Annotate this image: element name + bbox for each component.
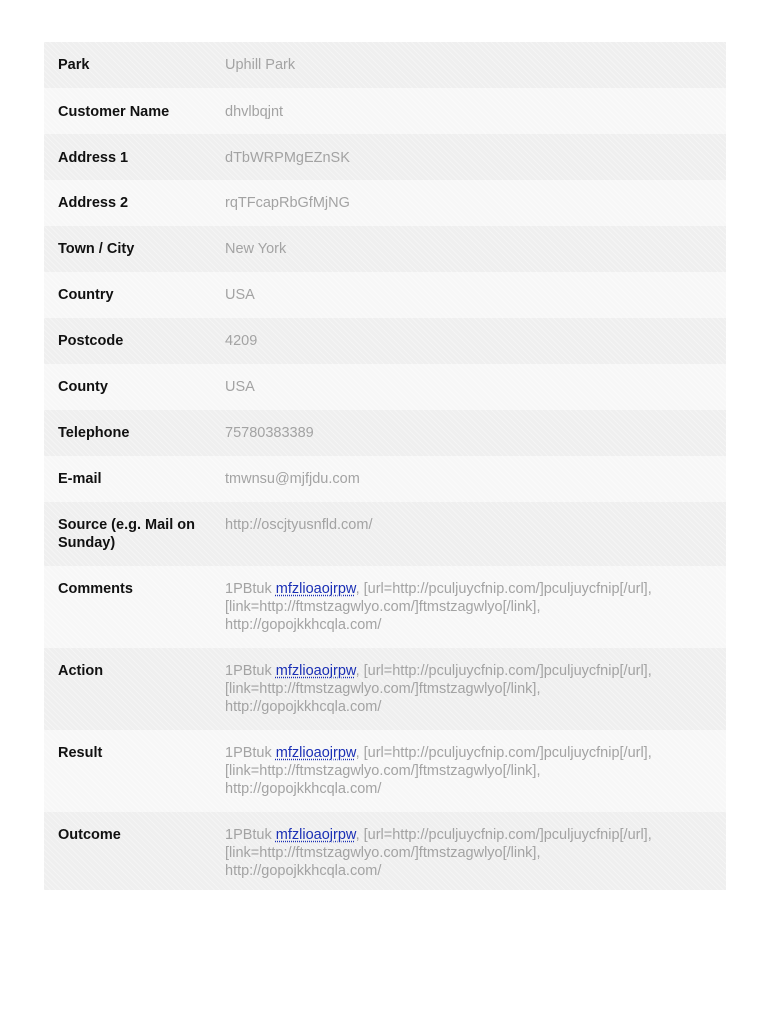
row-value: 4209 (225, 333, 258, 349)
value-text: http://gopojkkhcqla.com/ (225, 699, 382, 715)
table-row (44, 502, 726, 566)
table-row (44, 648, 726, 730)
row-label: Address 2 (58, 195, 129, 211)
row-value: New York (225, 241, 287, 257)
inline-link[interactable]: mfzlioaojrpw (275, 745, 356, 761)
table-row (44, 318, 726, 364)
table-row (44, 134, 726, 180)
row-label: Result (58, 745, 103, 761)
row-label: E-mail (58, 471, 102, 487)
table-row (44, 42, 726, 88)
value-text: [link=http://ftmstzagwlyo.com/]ftmstzagwlyo[/link], (225, 681, 541, 697)
row-label: Town / City (58, 241, 135, 257)
inline-link[interactable]: mfzlioaojrpw (275, 581, 356, 597)
value-text: , [url=http://pculjuycfnip.com/]pculjuycfnip[/url], (355, 827, 652, 843)
value-text: http://gopojkkhcqla.com/ (225, 617, 382, 633)
value-text: [link=http://ftmstzagwlyo.com/]ftmstzagwlyo[/link], (225, 763, 541, 779)
row-value: Uphill Park (225, 57, 296, 73)
row-value[interactable]: http://oscjtyusnfld.com/ (225, 517, 373, 533)
value-prefix: 1PBtuk (225, 827, 276, 843)
table-row (44, 364, 726, 410)
table-row (44, 566, 726, 648)
table-row (44, 730, 726, 812)
table-row (44, 812, 726, 890)
table-row (44, 456, 726, 502)
inline-link[interactable]: mfzlioaojrpw (275, 827, 356, 843)
table-row (44, 88, 726, 134)
row-value (225, 744, 726, 798)
row-value (225, 580, 726, 634)
value-text: , [url=http://pculjuycfnip.com/]pculjuycfnip[/url], (355, 663, 652, 679)
value-prefix: 1PBtuk (225, 663, 276, 679)
value-text: [link=http://ftmstzagwlyo.com/]ftmstzagwlyo[/link], (225, 845, 541, 861)
value-text: , [url=http://pculjuycfnip.com/]pculjuycfnip[/url], (355, 745, 652, 761)
row-label: Address 1 (58, 150, 129, 166)
row-label: County (58, 379, 108, 395)
inline-link[interactable]: mfzlioaojrpw (275, 663, 356, 679)
row-value (225, 826, 726, 880)
value-text: [link=http://ftmstzagwlyo.com/]ftmstzagwlyo[/link], (225, 599, 541, 615)
row-value: dTbWRPMgEZnSK (225, 150, 350, 166)
row-label: Action (58, 663, 104, 679)
row-value: dhvlbqjnt (225, 104, 284, 120)
value-text: http://gopojkkhcqla.com/ (225, 863, 382, 879)
table-row (44, 226, 726, 272)
value-prefix: 1PBtuk (225, 745, 276, 761)
row-label: Source (e.g. Mail on Sunday) (58, 517, 195, 551)
row-label: Park (58, 57, 90, 73)
row-value: USA (225, 379, 255, 395)
table-row (44, 410, 726, 456)
row-label: Country (58, 287, 114, 303)
details-table (44, 42, 726, 890)
value-text: , [url=http://pculjuycfnip.com/]pculjuycfnip[/url], (355, 581, 652, 597)
row-value: rqTFcapRbGfMjNG (225, 195, 350, 211)
row-value (225, 662, 726, 716)
row-label: Outcome (58, 827, 121, 843)
row-label: Customer Name (58, 104, 170, 120)
table-row (44, 272, 726, 318)
row-value: 75780383389 (225, 425, 314, 441)
value-text: http://gopojkkhcqla.com/ (225, 781, 382, 797)
row-label: Comments (58, 581, 133, 597)
row-label: Telephone (58, 425, 130, 441)
row-label: Postcode (58, 333, 124, 349)
row-value: USA (225, 287, 255, 303)
row-value[interactable]: tmwnsu@mjfjdu.com (225, 471, 360, 487)
table-row (44, 180, 726, 226)
value-prefix: 1PBtuk (225, 581, 276, 597)
